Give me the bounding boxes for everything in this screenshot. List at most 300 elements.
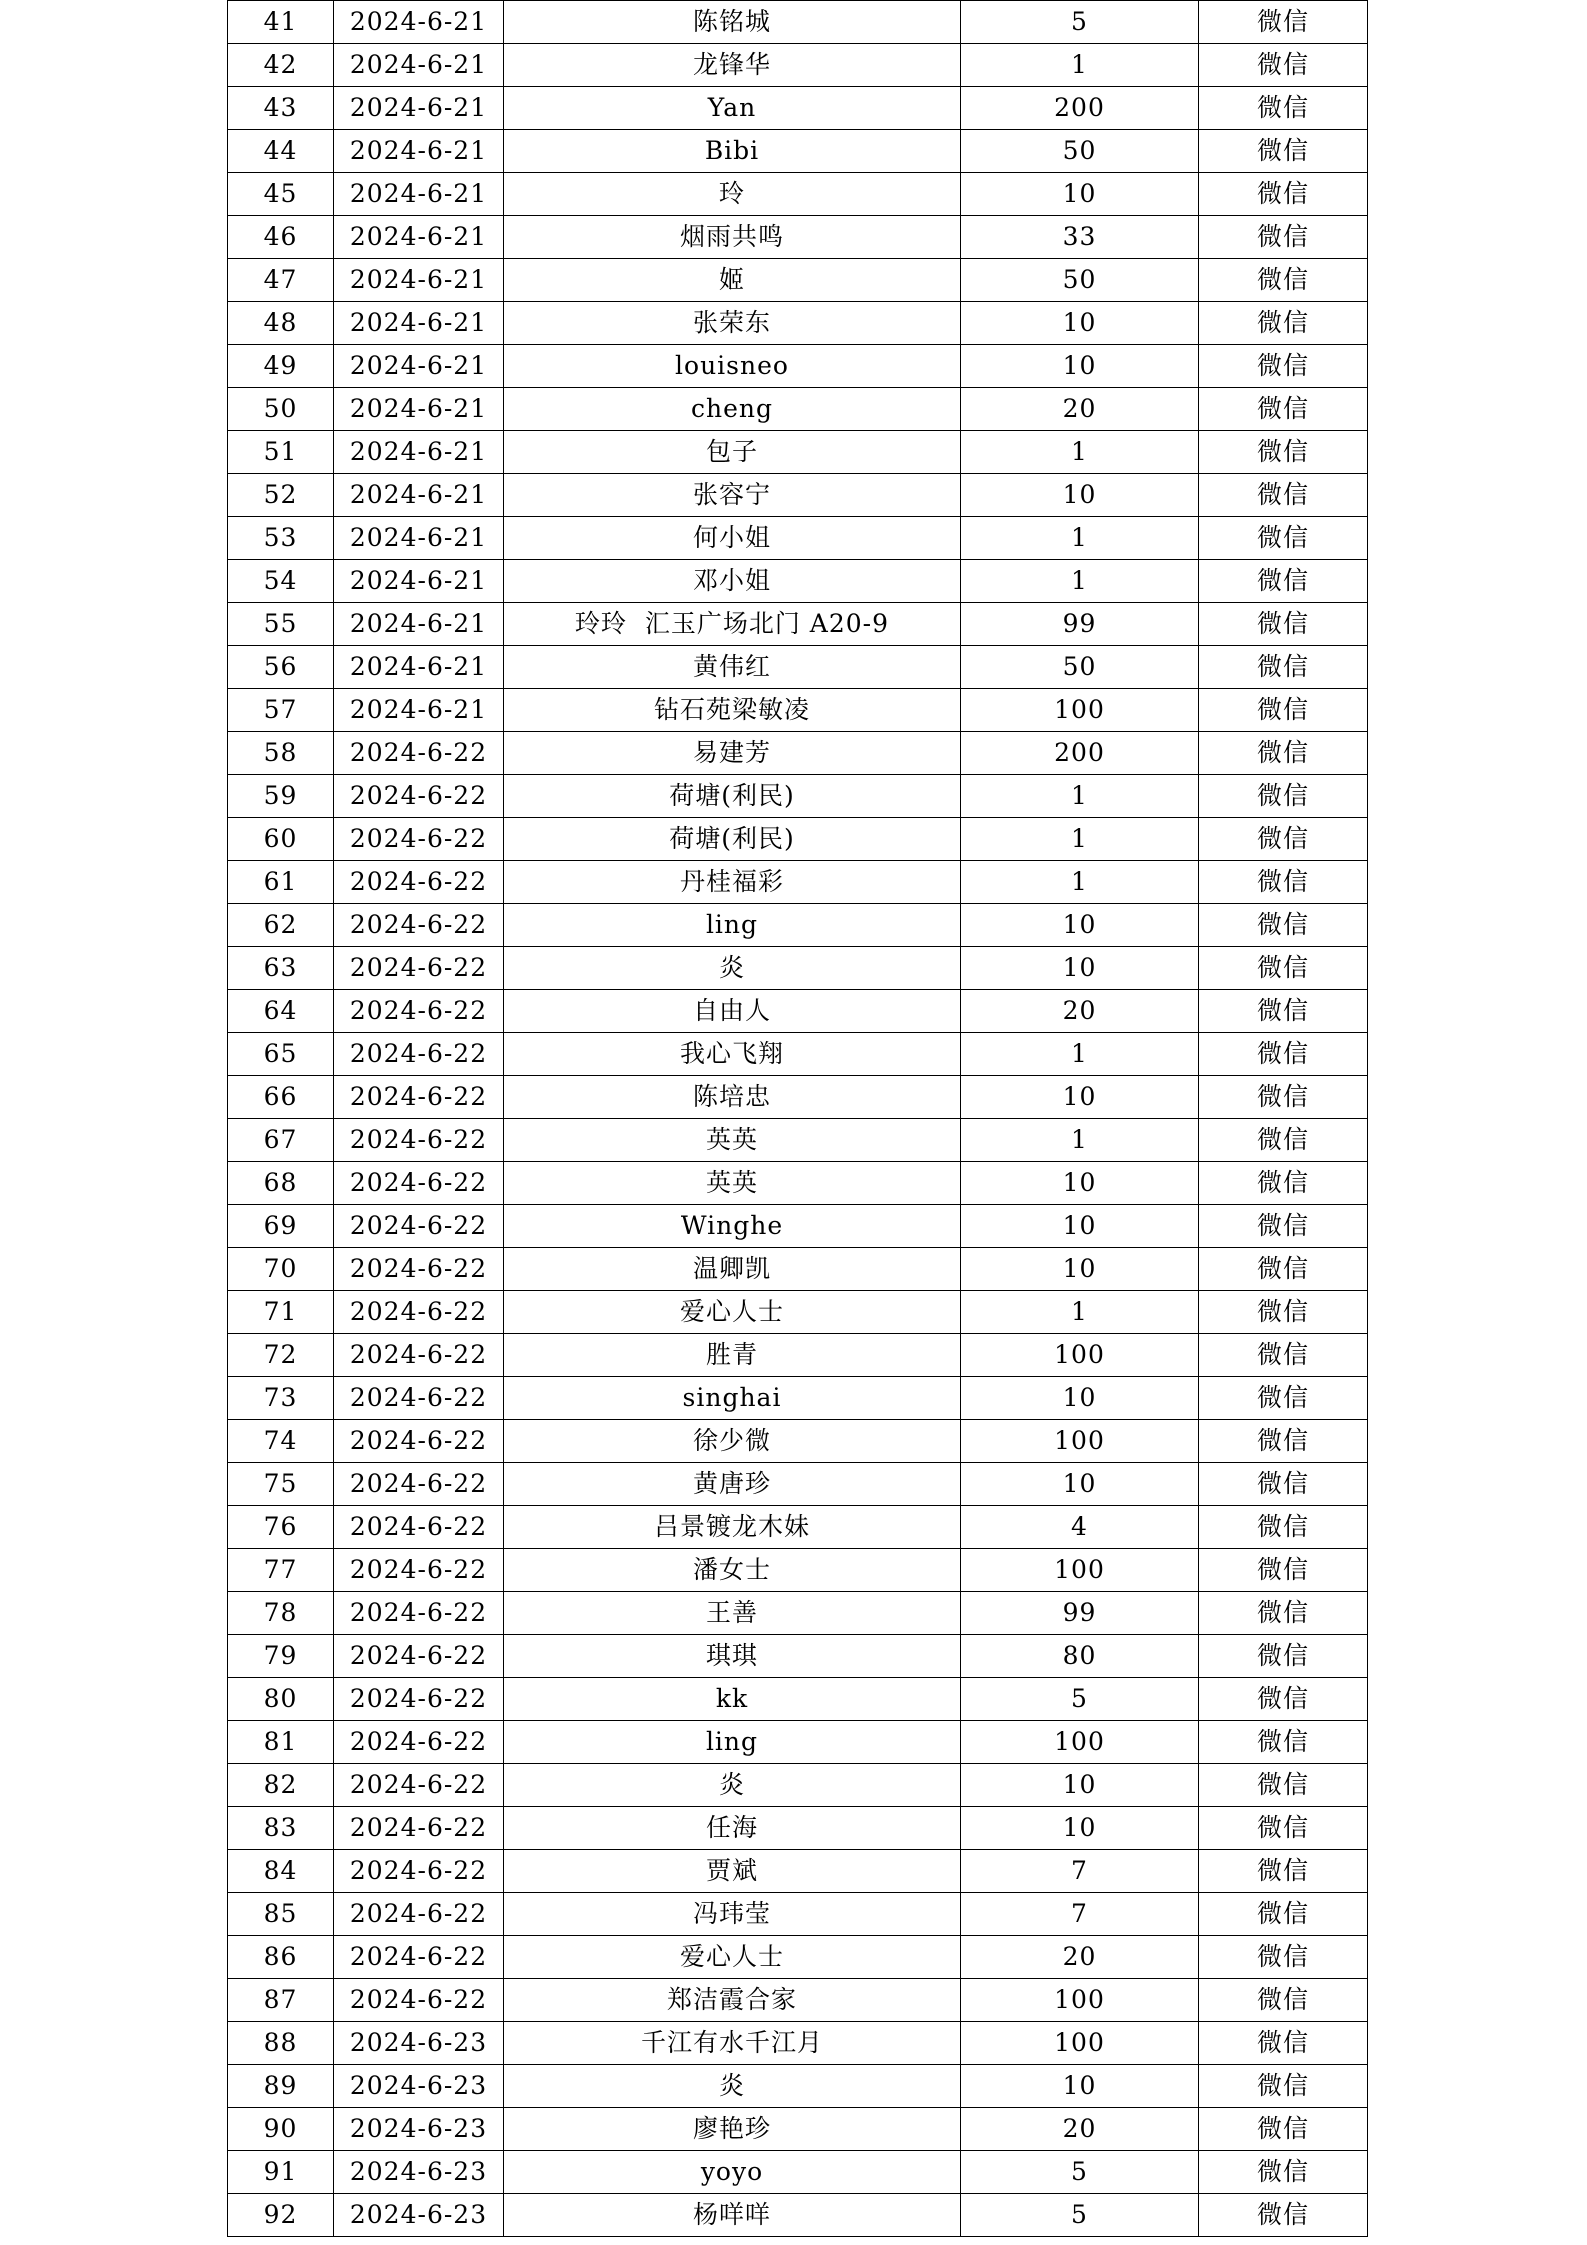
row-donor-name-cell: 胜青 xyxy=(504,1334,961,1377)
row-payment-method-cell: 微信 xyxy=(1199,2108,1368,2151)
row-payment-method-cell: 微信 xyxy=(1199,2022,1368,2065)
row-donor-name-cell: 任海 xyxy=(504,1807,961,1850)
row-number-cell: 90 xyxy=(228,2108,334,2151)
row-amount-cell: 1 xyxy=(961,560,1199,603)
row-number-cell: 77 xyxy=(228,1549,334,1592)
row-date-cell: 2024-6-22 xyxy=(334,1979,504,2022)
table-row xyxy=(228,1420,1368,1463)
table-row xyxy=(228,130,1368,173)
row-number-cell: 67 xyxy=(228,1119,334,1162)
row-payment-method-cell: 微信 xyxy=(1199,1506,1368,1549)
table-row xyxy=(228,474,1368,517)
row-payment-method-cell: 微信 xyxy=(1199,259,1368,302)
row-number-cell: 43 xyxy=(228,87,334,130)
row-number-cell: 91 xyxy=(228,2151,334,2194)
table-row xyxy=(228,388,1368,431)
row-number-cell: 72 xyxy=(228,1334,334,1377)
row-number-cell: 54 xyxy=(228,560,334,603)
row-number-cell: 42 xyxy=(228,44,334,87)
row-amount-cell: 7 xyxy=(961,1850,1199,1893)
row-donor-name-cell: 张荣东 xyxy=(504,302,961,345)
row-amount-cell: 10 xyxy=(961,1463,1199,1506)
row-amount-cell: 33 xyxy=(961,216,1199,259)
row-donor-name-cell: 烟雨共鸣 xyxy=(504,216,961,259)
row-amount-cell: 7 xyxy=(961,1893,1199,1936)
row-amount-cell: 20 xyxy=(961,388,1199,431)
row-number-cell: 70 xyxy=(228,1248,334,1291)
row-number-cell: 88 xyxy=(228,2022,334,2065)
table-row xyxy=(228,1248,1368,1291)
table-row xyxy=(228,1549,1368,1592)
row-payment-method-cell: 微信 xyxy=(1199,2194,1368,2237)
row-date-cell: 2024-6-21 xyxy=(334,1,504,44)
table-row xyxy=(228,1979,1368,2022)
row-donor-name-cell: 英英 xyxy=(504,1162,961,1205)
table-row xyxy=(228,2065,1368,2108)
row-donor-name-cell: 炎 xyxy=(504,1764,961,1807)
row-donor-name-cell: 英英 xyxy=(504,1119,961,1162)
row-date-cell: 2024-6-23 xyxy=(334,2151,504,2194)
row-amount-cell: 4 xyxy=(961,1506,1199,1549)
table-row xyxy=(228,1506,1368,1549)
row-amount-cell: 10 xyxy=(961,904,1199,947)
row-date-cell: 2024-6-22 xyxy=(334,775,504,818)
row-date-cell: 2024-6-22 xyxy=(334,1807,504,1850)
row-payment-method-cell: 微信 xyxy=(1199,388,1368,431)
row-donor-name-cell: 我心飞翔 xyxy=(504,1033,961,1076)
row-amount-cell: 5 xyxy=(961,1678,1199,1721)
row-amount-cell: 20 xyxy=(961,990,1199,1033)
row-payment-method-cell: 微信 xyxy=(1199,345,1368,388)
table-row xyxy=(228,1205,1368,1248)
row-payment-method-cell: 微信 xyxy=(1199,1850,1368,1893)
row-number-cell: 63 xyxy=(228,947,334,990)
row-payment-method-cell: 微信 xyxy=(1199,1549,1368,1592)
row-donor-name-cell: 郑洁霞合家 xyxy=(504,1979,961,2022)
table-row xyxy=(228,517,1368,560)
row-payment-method-cell: 微信 xyxy=(1199,689,1368,732)
table-row xyxy=(228,2108,1368,2151)
row-payment-method-cell: 微信 xyxy=(1199,732,1368,775)
row-donor-name-cell: 杨咩咩 xyxy=(504,2194,961,2237)
row-date-cell: 2024-6-22 xyxy=(334,1635,504,1678)
row-number-cell: 65 xyxy=(228,1033,334,1076)
table-row xyxy=(228,1936,1368,1979)
table-row xyxy=(228,431,1368,474)
row-payment-method-cell: 微信 xyxy=(1199,1205,1368,1248)
row-date-cell: 2024-6-21 xyxy=(334,44,504,87)
row-payment-method-cell: 微信 xyxy=(1199,1721,1368,1764)
row-date-cell: 2024-6-22 xyxy=(334,732,504,775)
row-number-cell: 64 xyxy=(228,990,334,1033)
table-row xyxy=(228,603,1368,646)
row-date-cell: 2024-6-22 xyxy=(334,1076,504,1119)
row-donor-name-cell: 陈铭城 xyxy=(504,1,961,44)
row-number-cell: 84 xyxy=(228,1850,334,1893)
row-date-cell: 2024-6-22 xyxy=(334,947,504,990)
row-date-cell: 2024-6-21 xyxy=(334,259,504,302)
row-date-cell: 2024-6-22 xyxy=(334,1205,504,1248)
row-date-cell: 2024-6-21 xyxy=(334,388,504,431)
row-date-cell: 2024-6-21 xyxy=(334,345,504,388)
table-row xyxy=(228,1076,1368,1119)
row-payment-method-cell: 微信 xyxy=(1199,1248,1368,1291)
row-donor-name-cell: 自由人 xyxy=(504,990,961,1033)
row-number-cell: 86 xyxy=(228,1936,334,1979)
row-donor-name-cell: 姬 xyxy=(504,259,961,302)
row-amount-cell: 20 xyxy=(961,2108,1199,2151)
row-payment-method-cell: 微信 xyxy=(1199,947,1368,990)
row-donor-name-cell: 黄伟红 xyxy=(504,646,961,689)
row-payment-method-cell: 微信 xyxy=(1199,1291,1368,1334)
table-row xyxy=(228,1807,1368,1850)
row-amount-cell: 5 xyxy=(961,1,1199,44)
row-payment-method-cell: 微信 xyxy=(1199,603,1368,646)
row-date-cell: 2024-6-22 xyxy=(334,1334,504,1377)
row-payment-method-cell: 微信 xyxy=(1199,1033,1368,1076)
row-amount-cell: 1 xyxy=(961,1033,1199,1076)
table-row xyxy=(228,990,1368,1033)
row-amount-cell: 99 xyxy=(961,1592,1199,1635)
row-payment-method-cell: 微信 xyxy=(1199,2151,1368,2194)
row-donor-name-cell: 玲玲 汇玉广场北门 A20-9 xyxy=(504,603,961,646)
row-payment-method-cell: 微信 xyxy=(1199,560,1368,603)
row-date-cell: 2024-6-22 xyxy=(334,1119,504,1162)
table-row xyxy=(228,1678,1368,1721)
row-payment-method-cell: 微信 xyxy=(1199,302,1368,345)
row-amount-cell: 1 xyxy=(961,517,1199,560)
row-date-cell: 2024-6-21 xyxy=(334,173,504,216)
row-date-cell: 2024-6-22 xyxy=(334,1248,504,1291)
row-date-cell: 2024-6-21 xyxy=(334,302,504,345)
row-number-cell: 74 xyxy=(228,1420,334,1463)
table-row xyxy=(228,1463,1368,1506)
row-payment-method-cell: 微信 xyxy=(1199,1893,1368,1936)
row-date-cell: 2024-6-22 xyxy=(334,1549,504,1592)
row-payment-method-cell: 微信 xyxy=(1199,990,1368,1033)
row-number-cell: 59 xyxy=(228,775,334,818)
row-number-cell: 60 xyxy=(228,818,334,861)
row-payment-method-cell: 微信 xyxy=(1199,1635,1368,1678)
row-number-cell: 57 xyxy=(228,689,334,732)
row-number-cell: 80 xyxy=(228,1678,334,1721)
table-row xyxy=(228,87,1368,130)
row-amount-cell: 80 xyxy=(961,1635,1199,1678)
row-number-cell: 51 xyxy=(228,431,334,474)
table-row xyxy=(228,818,1368,861)
row-donor-name-cell: 廖艳珍 xyxy=(504,2108,961,2151)
row-number-cell: 83 xyxy=(228,1807,334,1850)
row-number-cell: 48 xyxy=(228,302,334,345)
row-payment-method-cell: 微信 xyxy=(1199,904,1368,947)
row-amount-cell: 1 xyxy=(961,1119,1199,1162)
row-date-cell: 2024-6-23 xyxy=(334,2194,504,2237)
row-date-cell: 2024-6-23 xyxy=(334,2065,504,2108)
table-row xyxy=(228,1,1368,44)
row-number-cell: 92 xyxy=(228,2194,334,2237)
row-date-cell: 2024-6-21 xyxy=(334,603,504,646)
row-date-cell: 2024-6-21 xyxy=(334,689,504,732)
row-number-cell: 85 xyxy=(228,1893,334,1936)
row-payment-method-cell: 微信 xyxy=(1199,1334,1368,1377)
row-donor-name-cell: 黄唐珍 xyxy=(504,1463,961,1506)
row-payment-method-cell: 微信 xyxy=(1199,474,1368,517)
table-row xyxy=(228,1592,1368,1635)
row-donor-name-cell: 贾斌 xyxy=(504,1850,961,1893)
row-amount-cell: 50 xyxy=(961,259,1199,302)
row-date-cell: 2024-6-22 xyxy=(334,990,504,1033)
row-donor-name-cell: 丹桂福彩 xyxy=(504,861,961,904)
row-payment-method-cell: 微信 xyxy=(1199,1936,1368,1979)
row-amount-cell: 1 xyxy=(961,818,1199,861)
row-number-cell: 58 xyxy=(228,732,334,775)
row-donor-name-cell: 荷塘(利民) xyxy=(504,818,961,861)
row-date-cell: 2024-6-22 xyxy=(334,1936,504,1979)
row-date-cell: 2024-6-22 xyxy=(334,1592,504,1635)
row-donor-name-cell: kk xyxy=(504,1678,961,1721)
table-row xyxy=(228,1334,1368,1377)
table-row xyxy=(228,2022,1368,2065)
row-date-cell: 2024-6-22 xyxy=(334,1721,504,1764)
row-donor-name-cell: Bibi xyxy=(504,130,961,173)
row-donor-name-cell: 玲 xyxy=(504,173,961,216)
row-number-cell: 62 xyxy=(228,904,334,947)
row-amount-cell: 10 xyxy=(961,302,1199,345)
row-payment-method-cell: 微信 xyxy=(1199,517,1368,560)
row-payment-method-cell: 微信 xyxy=(1199,431,1368,474)
row-date-cell: 2024-6-22 xyxy=(334,1678,504,1721)
row-donor-name-cell: singhai xyxy=(504,1377,961,1420)
row-donor-name-cell: 荷塘(利民) xyxy=(504,775,961,818)
row-date-cell: 2024-6-21 xyxy=(334,474,504,517)
table-row xyxy=(228,904,1368,947)
row-payment-method-cell: 微信 xyxy=(1199,173,1368,216)
table-row xyxy=(228,1721,1368,1764)
row-number-cell: 87 xyxy=(228,1979,334,2022)
row-amount-cell: 100 xyxy=(961,1334,1199,1377)
row-donor-name-cell: 潘女士 xyxy=(504,1549,961,1592)
row-donor-name-cell: 陈培忠 xyxy=(504,1076,961,1119)
row-amount-cell: 10 xyxy=(961,1377,1199,1420)
row-donor-name-cell: 冯玮莹 xyxy=(504,1893,961,1936)
row-amount-cell: 5 xyxy=(961,2151,1199,2194)
table-row xyxy=(228,1893,1368,1936)
row-payment-method-cell: 微信 xyxy=(1199,1463,1368,1506)
row-donor-name-cell: 千江有水千江月 xyxy=(504,2022,961,2065)
row-donor-name-cell: ling xyxy=(504,1721,961,1764)
table-row xyxy=(228,216,1368,259)
row-payment-method-cell: 微信 xyxy=(1199,1377,1368,1420)
row-date-cell: 2024-6-22 xyxy=(334,1377,504,1420)
row-payment-method-cell: 微信 xyxy=(1199,646,1368,689)
row-date-cell: 2024-6-22 xyxy=(334,1764,504,1807)
row-amount-cell: 5 xyxy=(961,2194,1199,2237)
row-date-cell: 2024-6-21 xyxy=(334,130,504,173)
row-amount-cell: 1 xyxy=(961,431,1199,474)
row-donor-name-cell: 爱心人士 xyxy=(504,1936,961,1979)
table-row xyxy=(228,732,1368,775)
row-amount-cell: 200 xyxy=(961,732,1199,775)
row-payment-method-cell: 微信 xyxy=(1199,1592,1368,1635)
row-date-cell: 2024-6-22 xyxy=(334,904,504,947)
row-payment-method-cell: 微信 xyxy=(1199,2065,1368,2108)
row-donor-name-cell: 易建芳 xyxy=(504,732,961,775)
row-donor-name-cell: yoyo xyxy=(504,2151,961,2194)
table-row xyxy=(228,44,1368,87)
row-number-cell: 82 xyxy=(228,1764,334,1807)
row-donor-name-cell: 龙锋华 xyxy=(504,44,961,87)
row-date-cell: 2024-6-22 xyxy=(334,1893,504,1936)
table-row xyxy=(228,560,1368,603)
row-amount-cell: 100 xyxy=(961,1549,1199,1592)
row-payment-method-cell: 微信 xyxy=(1199,861,1368,904)
row-payment-method-cell: 微信 xyxy=(1199,1807,1368,1850)
row-amount-cell: 10 xyxy=(961,474,1199,517)
row-donor-name-cell: louisneo xyxy=(504,345,961,388)
row-number-cell: 52 xyxy=(228,474,334,517)
row-payment-method-cell: 微信 xyxy=(1199,1764,1368,1807)
row-donor-name-cell: 包子 xyxy=(504,431,961,474)
row-amount-cell: 10 xyxy=(961,1076,1199,1119)
row-amount-cell: 100 xyxy=(961,2022,1199,2065)
row-payment-method-cell: 微信 xyxy=(1199,1119,1368,1162)
row-number-cell: 53 xyxy=(228,517,334,560)
row-payment-method-cell: 微信 xyxy=(1199,87,1368,130)
row-payment-method-cell: 微信 xyxy=(1199,1,1368,44)
row-number-cell: 81 xyxy=(228,1721,334,1764)
row-amount-cell: 10 xyxy=(961,345,1199,388)
row-number-cell: 46 xyxy=(228,216,334,259)
row-donor-name-cell: 徐少微 xyxy=(504,1420,961,1463)
row-donor-name-cell: 琪琪 xyxy=(504,1635,961,1678)
row-amount-cell: 10 xyxy=(961,1162,1199,1205)
row-donor-name-cell: 钻石苑梁敏凌 xyxy=(504,689,961,732)
row-number-cell: 66 xyxy=(228,1076,334,1119)
row-number-cell: 49 xyxy=(228,345,334,388)
row-donor-name-cell: 温卿凯 xyxy=(504,1248,961,1291)
table-row xyxy=(228,1162,1368,1205)
row-number-cell: 41 xyxy=(228,1,334,44)
table-row xyxy=(228,1291,1368,1334)
donation-table xyxy=(227,0,1368,2237)
row-donor-name-cell: Yan xyxy=(504,87,961,130)
row-date-cell: 2024-6-22 xyxy=(334,1463,504,1506)
table-row xyxy=(228,173,1368,216)
row-number-cell: 69 xyxy=(228,1205,334,1248)
table-row xyxy=(228,1119,1368,1162)
row-number-cell: 78 xyxy=(228,1592,334,1635)
row-amount-cell: 50 xyxy=(961,646,1199,689)
row-number-cell: 89 xyxy=(228,2065,334,2108)
row-donor-name-cell: 邓小姐 xyxy=(504,560,961,603)
row-date-cell: 2024-6-22 xyxy=(334,1162,504,1205)
table-row xyxy=(228,689,1368,732)
row-number-cell: 73 xyxy=(228,1377,334,1420)
row-amount-cell: 1 xyxy=(961,44,1199,87)
row-date-cell: 2024-6-22 xyxy=(334,1506,504,1549)
row-payment-method-cell: 微信 xyxy=(1199,1162,1368,1205)
row-number-cell: 50 xyxy=(228,388,334,431)
table-row xyxy=(228,2151,1368,2194)
row-date-cell: 2024-6-21 xyxy=(334,517,504,560)
row-payment-method-cell: 微信 xyxy=(1199,44,1368,87)
row-number-cell: 61 xyxy=(228,861,334,904)
row-amount-cell: 100 xyxy=(961,1420,1199,1463)
row-payment-method-cell: 微信 xyxy=(1199,216,1368,259)
row-payment-method-cell: 微信 xyxy=(1199,775,1368,818)
table-row xyxy=(228,345,1368,388)
row-number-cell: 56 xyxy=(228,646,334,689)
row-amount-cell: 10 xyxy=(961,1205,1199,1248)
table-row xyxy=(228,2194,1368,2237)
row-amount-cell: 50 xyxy=(961,130,1199,173)
row-amount-cell: 100 xyxy=(961,1721,1199,1764)
table-row xyxy=(228,1764,1368,1807)
row-number-cell: 76 xyxy=(228,1506,334,1549)
row-date-cell: 2024-6-22 xyxy=(334,818,504,861)
row-date-cell: 2024-6-22 xyxy=(334,1420,504,1463)
row-date-cell: 2024-6-23 xyxy=(334,2022,504,2065)
row-date-cell: 2024-6-21 xyxy=(334,560,504,603)
row-amount-cell: 100 xyxy=(961,689,1199,732)
row-date-cell: 2024-6-21 xyxy=(334,646,504,689)
row-date-cell: 2024-6-22 xyxy=(334,1291,504,1334)
row-number-cell: 47 xyxy=(228,259,334,302)
row-amount-cell: 1 xyxy=(961,775,1199,818)
row-payment-method-cell: 微信 xyxy=(1199,1420,1368,1463)
row-donor-name-cell: ling xyxy=(504,904,961,947)
row-number-cell: 75 xyxy=(228,1463,334,1506)
table-row xyxy=(228,1377,1368,1420)
row-amount-cell: 200 xyxy=(961,87,1199,130)
row-payment-method-cell: 微信 xyxy=(1199,1678,1368,1721)
row-date-cell: 2024-6-22 xyxy=(334,1033,504,1076)
row-donor-name-cell: 王善 xyxy=(504,1592,961,1635)
row-donor-name-cell: 吕景镀龙木妹 xyxy=(504,1506,961,1549)
table-row xyxy=(228,259,1368,302)
row-amount-cell: 99 xyxy=(961,603,1199,646)
row-donor-name-cell: 何小姐 xyxy=(504,517,961,560)
row-amount-cell: 10 xyxy=(961,173,1199,216)
row-donor-name-cell: 炎 xyxy=(504,947,961,990)
table-row xyxy=(228,861,1368,904)
table-row xyxy=(228,775,1368,818)
row-amount-cell: 10 xyxy=(961,1807,1199,1850)
row-payment-method-cell: 微信 xyxy=(1199,1076,1368,1119)
row-number-cell: 45 xyxy=(228,173,334,216)
row-date-cell: 2024-6-21 xyxy=(334,87,504,130)
row-date-cell: 2024-6-21 xyxy=(334,216,504,259)
row-amount-cell: 10 xyxy=(961,2065,1199,2108)
table-body xyxy=(228,1,1368,2237)
table-row xyxy=(228,646,1368,689)
row-amount-cell: 10 xyxy=(961,1764,1199,1807)
row-amount-cell: 1 xyxy=(961,1291,1199,1334)
row-amount-cell: 10 xyxy=(961,947,1199,990)
row-date-cell: 2024-6-22 xyxy=(334,861,504,904)
row-amount-cell: 1 xyxy=(961,861,1199,904)
row-payment-method-cell: 微信 xyxy=(1199,130,1368,173)
table-row xyxy=(228,1850,1368,1893)
row-donor-name-cell: cheng xyxy=(504,388,961,431)
row-number-cell: 55 xyxy=(228,603,334,646)
row-amount-cell: 10 xyxy=(961,1248,1199,1291)
row-number-cell: 71 xyxy=(228,1291,334,1334)
row-amount-cell: 100 xyxy=(961,1979,1199,2022)
row-payment-method-cell: 微信 xyxy=(1199,1979,1368,2022)
table-row xyxy=(228,947,1368,990)
row-number-cell: 44 xyxy=(228,130,334,173)
